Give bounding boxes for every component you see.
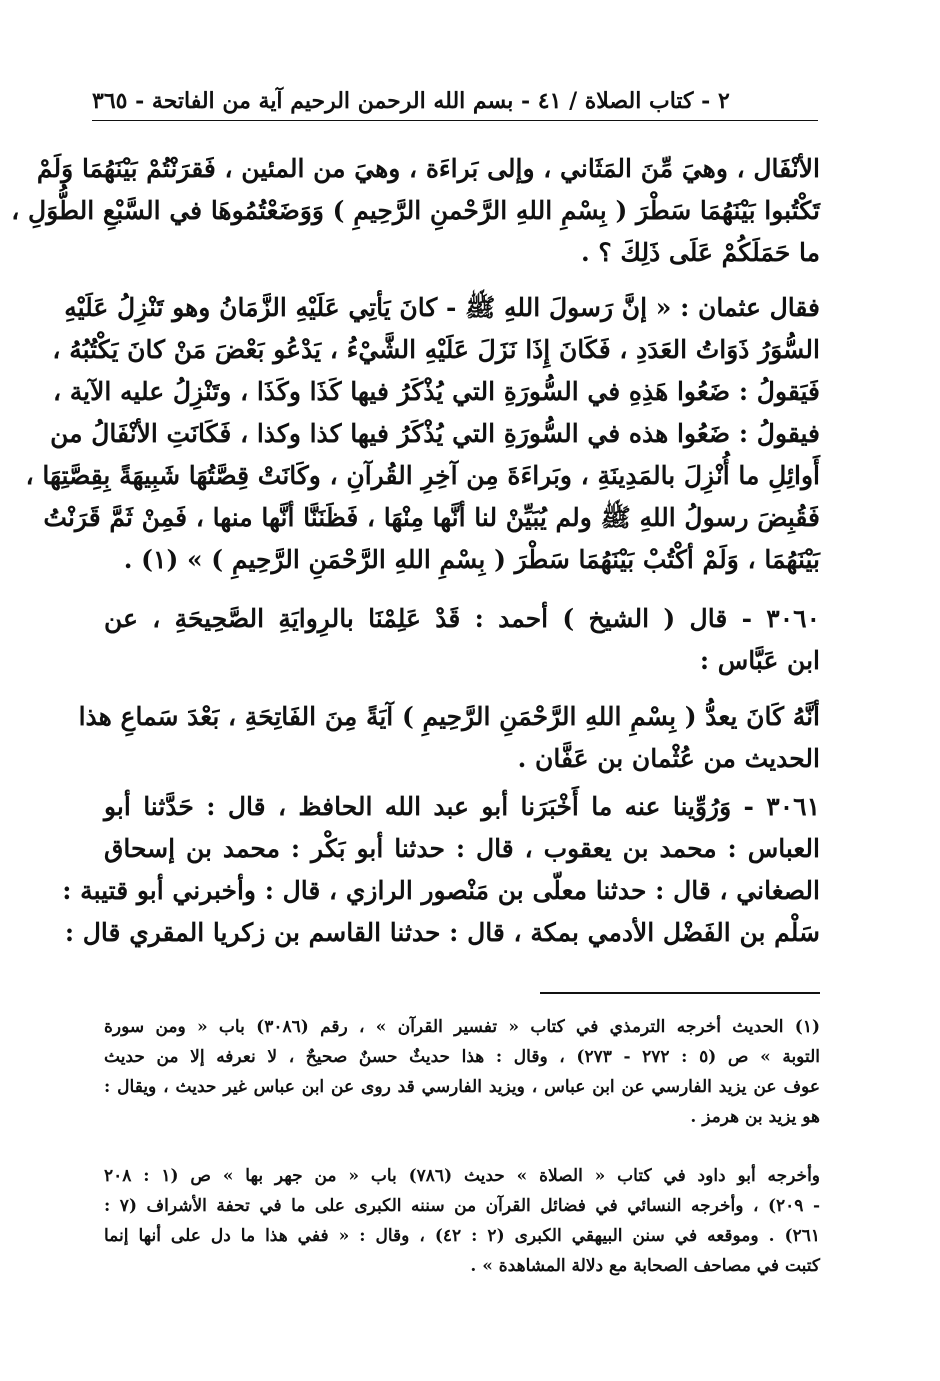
footnote-line: ٢٦١) . وموقعه في سنن البيهقي الكبرى (٢ : ٤٢) ، وقال : « ففي هذا ما دل على أنها إنما bbox=[104, 1226, 820, 1246]
text-line: فقال عثمان : « إنَّ رَسولَ اللهِ ﷺ - كانَ يَأتِي عَلَيْهِ الزَّمَانُ وهو تَنْزِلُ عَلَيْهِ bbox=[64, 293, 820, 322]
footnote-separator bbox=[540, 992, 820, 994]
text-line: ابن عَبَّاس : bbox=[699, 646, 820, 675]
page-header bbox=[92, 86, 818, 126]
text-line: العباس : محمد بن يعقوب ، قال : حدثنا أبو بَكْر : محمد بن إسحاق bbox=[104, 834, 820, 863]
footnote-1 bbox=[104, 1012, 820, 1132]
footnote-line: - ٢٠٩) ، وأخرجه النسائي في فضائل القرآن من سننه الكبرى على ما في تحفة الأشراف (٧ : bbox=[104, 1196, 821, 1216]
paragraph-question bbox=[11, 148, 820, 274]
text-line: فَقُبِضَ رسولُ اللهِ ﷺ ولم يُبَيِّنْ لنا أنَّها مِنْهَا ، فَظَنَنَّا أنَّها منها ، فَمِنْ ثَمَّ قَرَنْتُ bbox=[43, 503, 820, 532]
text-line: فَيَقولُ : ضَعُوا هَذِهِ في السُّورَةِ التي يُذْكَرُ فيها كَذَا وكَذَا ، وتَنْزِلُ عليه الآية ، bbox=[52, 377, 820, 406]
text-line: فيقولُ : ضَعُوا هذه في السُّورَةِ التي يُذْكَرُ فيها كذا وكذا ، فَكَانَتِ الأنْفَالُ من bbox=[50, 419, 820, 448]
text-line: الصغاني ، قال : حدثنا معلّى بن مَنْصور الرازي ، قال : وأخبرني أبو قتيبة : bbox=[62, 876, 820, 905]
paragraph-hadith-3061 bbox=[62, 786, 821, 954]
paragraph-hadith-3060 bbox=[104, 598, 820, 682]
text-line: ما حَمَلَكُمْ عَلَى ذَلِكَ ؟ . bbox=[581, 238, 820, 267]
footnote-continuation bbox=[104, 1161, 820, 1281]
footnote-line: هو يزيد بن هرمز . bbox=[690, 1107, 820, 1127]
paragraph-ibn-abbas bbox=[78, 696, 820, 780]
footnote-line: (١) الحديث أخرجه الترمذي في كتاب « تفسير القرآن » ، رقم (٣٠٨٦) باب « ومن سورة bbox=[104, 1017, 820, 1037]
text-line: ٣٠٦١ - وَرُوِّينا عنه ما أَخْبَرَنا أبو عبد الله الحافظ ، قال : حَدَّثنا أبو bbox=[104, 792, 821, 821]
text-line: بَيْنَهُمَا ، وَلَمْ أكْتُبْ بَيْنَهُمَا سَطْرَ ( بِسْمِ اللهِ الرَّحْمَنِ الرَّحِيمِ ) » (١) . bbox=[123, 545, 820, 574]
text-line: الحديث من عُثْمان بن عَفَّان . bbox=[517, 744, 820, 773]
text-line: أنَّهُ كَانَ يعدُّ ( بِسْمِ اللهِ الرَّحْمَنِ الرَّحِيمِ ) آيَةً مِنَ الفَاتِحَةِ ، بَعْدَ سَماعِ هذا bbox=[78, 702, 820, 731]
footnote-line: وأخرجه أبو داود في كتاب « الصلاة » حديث (٧٨٦) باب « من جهر بها » ص (١ : ٢٠٨ bbox=[104, 1166, 821, 1186]
text-line: الأنْفَال ، وهيَ مِّنَ المَثَاني ، وإلى بَراءَة ، وهيَ من المئين ، فَقرَنْتُمْ بَيْنَهُمَا وَلَمْ bbox=[36, 154, 820, 183]
text-line: ٣٠٦٠ - قال ( الشيخ ) أحمد : قَدْ عَلِمْنَا بالرِوايَةِ الصَّحِيحَةِ ، عن bbox=[104, 604, 820, 633]
header-rule bbox=[92, 120, 818, 121]
text-line: تَكْتُبوا بَيْنَهُمَا سَطْرَ ( بِسْمِ اللهِ الرَّحْمنِ الرَّحِيمِ ) وَوَضَعْتُمُوهَا في السَّبْعِ الطُّوَلِ ، bbox=[11, 196, 820, 225]
running-title: ٢ - كتاب الصلاة / ٤١ - بسم الله الرحمن الرحيم آية من الفاتحة - ٣٦٥ bbox=[92, 88, 730, 114]
text-line: أَوائِلِ ما أُنْزِلَ بالمَدِينَةِ ، وبَراءَةَ مِن آخِرِ القُرآنِ ، وكَانَتْ قِصَّتُهَا شَبِيهَةً بِقِصَّتِهَا ، bbox=[25, 461, 820, 490]
text-line: السُّوَرُ ذَوَاتُ العَدَدِ ، فَكَانَ إِذَا نَزَلَ عَلَيْهِ الشَّيْءُ ، يَدْعُو بَعْضَ مَنْ كانَ يَكْتُبُهُ ، bbox=[52, 335, 820, 364]
paragraph-uthman-answer bbox=[25, 287, 820, 581]
footnote-line: عوف عن يزيد الفارسي عن ابن عباس ، ويزيد الفارسي قد روى عن ابن عباس غير حديث ، ويقال : bbox=[104, 1077, 820, 1097]
footnote-line: كتبت في مصاحف الصحابة مع دلالة المشاهدة » . bbox=[470, 1256, 820, 1276]
footnote-line: التوبة » ص (٥ : ٢٧٢ - ٢٧٣) ، وقال : هذا حديثٌ حسنٌ صحيحٌ ، لا نعرفه إلا من حديث bbox=[104, 1047, 820, 1067]
text-line: سَلْم بن الفَضْل الأدمي بمكة ، قال : حدثنا القاسم بن زكريا المقري قال : bbox=[64, 918, 820, 947]
